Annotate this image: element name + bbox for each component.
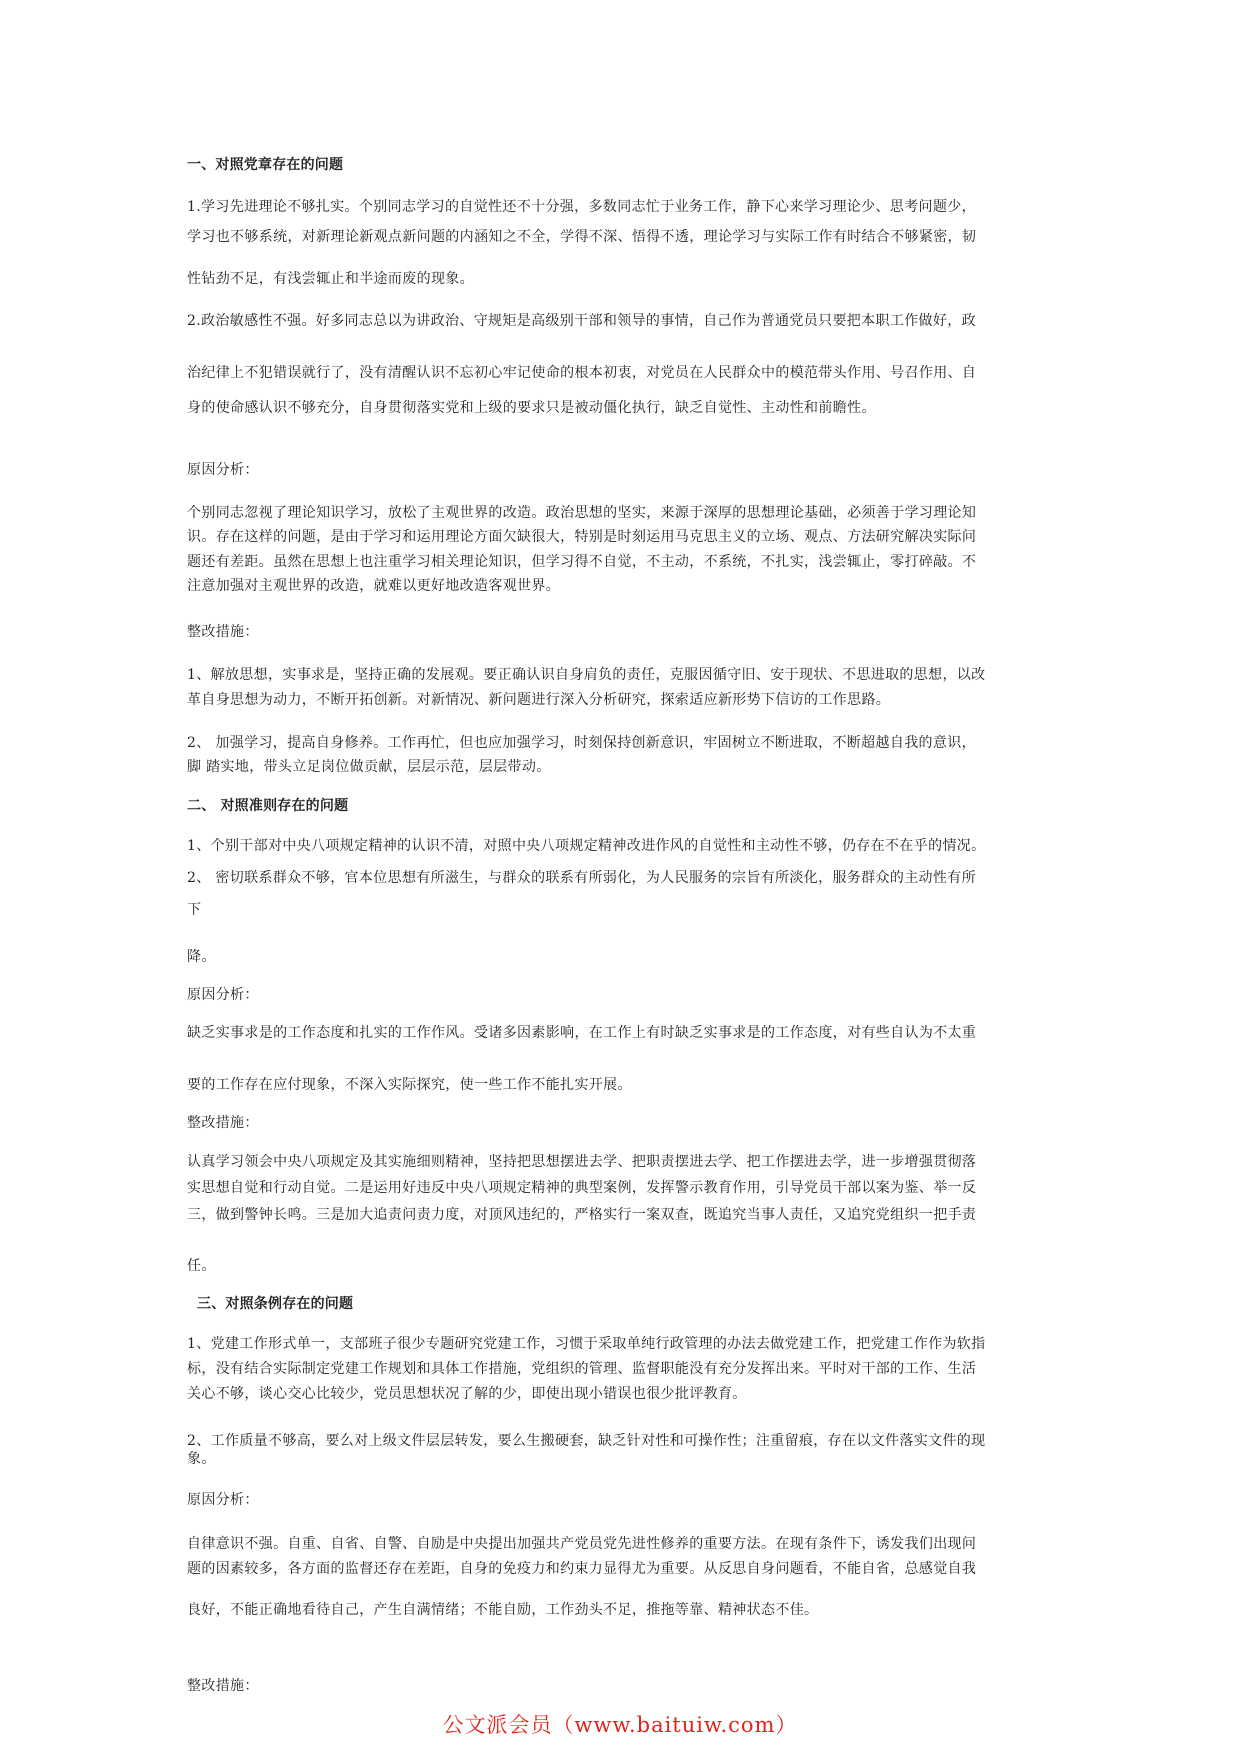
paragraph-line: 1、个别干部对中央八项规定精神的认识不清，对照中央八项规定精神改进作风的自觉性和主动性不够，仍存在不在乎的情况。	[187, 838, 986, 854]
paragraph-line: 治纪律上不犯错误就行了，没有清醒认识不忘初心牢记使命的根本初衷，对党员在人民群众中的模范带头作用、号召作用、自	[187, 365, 977, 381]
paragraph-line: 题的因素较多，各方面的监督还存在差距，自身的免疫力和约束力显得尤为重要。从反思自身问题看，不能自省，总感觉自我	[187, 1561, 977, 1577]
paragraph-line: 学习也不够系统，对新理论新观点新问题的内涵知之不全，学得不深、悟得不透，理论学习与实际工作有时结合不够紧密，韧	[187, 229, 977, 245]
paragraph-line: 身的使命感认识不够充分，自身贯彻落实党和上级的要求只是被动僵化执行，缺乏自觉性、主动性和前瞻性。	[187, 400, 876, 416]
paragraph-line: 1、解放思想，实事求是，坚持正确的发展观。要正确认识自身肩负的责任，克服因循守旧、安于现状、不思进取的思想，以改	[187, 667, 986, 683]
paragraph-line: 任。	[187, 1258, 216, 1274]
paragraph-line: 脚 踏实地，带头立足岗位做贡献，层层示范，层层带动。	[187, 759, 551, 775]
paragraph-line: 注意加强对主观世界的改造，就难以更好地改造客观世界。	[187, 578, 561, 594]
paragraph-line: 实思想自觉和行动自觉。二是运用好违反中央八项规定精神的典型案例，发挥警示教育作用，引导党员干部以案为鉴、举一反	[187, 1180, 977, 1196]
paragraph-line: 认真学习领会中央八项规定及其实施细则精神，坚持把思想摆进去学、把职责摆进去学、把工作摆进去学，进一步增强贯彻落	[187, 1154, 977, 1170]
paragraph-line: 1.学习先进理论不够扎实。个别同志学习的自觉性还不十分强，多数同志忙于业务工作，静下心来学习理论少、思考问题少，	[187, 199, 976, 215]
paragraph-line: 性钻劲不足，有浅尝辄止和半途而废的现象。	[187, 271, 474, 287]
rectification-label: 整改措施：	[187, 1115, 259, 1131]
paragraph-line: 要的工作存在应付现象，不深入实际探究，使一些工作不能扎实开展。	[187, 1077, 632, 1093]
paragraph-line: 自律意识不强。自重、自省、自警、自励是中央提出加强共产党员党先进性修养的重要方法。在现有条件下，诱发我们出现问	[187, 1536, 977, 1552]
paragraph-line: 缺乏实事求是的工作态度和扎实的工作作风。受诸多因素影响，在工作上有时缺乏实事求是的工作态度，对有些自认为不太重	[187, 1025, 977, 1041]
paragraph-line: 标，没有结合实际制定党建工作规划和具体工作措施，党组织的管理、监督职能没有充分发挥出来。平时对干部的工作、生活	[187, 1361, 977, 1377]
paragraph-line: 关心不够，谈心交心比较少，党员思想状况了解的少，即使出现小错误也很少批评教育。	[187, 1386, 747, 1402]
paragraph-line: 1、党建工作形式单一，支部班子很少专题研究党建工作，习惯于采取单纯行政管理的办法去做党建工作，把党建工作作为软指	[187, 1336, 986, 1352]
paragraph-line: 个别同志忽视了理论知识学习，放松了主观世界的改造。政治思想的坚实，来源于深厚的思想理论基础，必须善于学习理论知	[187, 505, 977, 521]
section-heading-2: 二、 对照准则存在的问题	[187, 798, 349, 814]
cause-analysis-label: 原因分析：	[187, 987, 259, 1003]
paragraph-line: 象。	[187, 1451, 216, 1467]
section-heading-3: 三、对照条例存在的问题	[197, 1296, 354, 1312]
paragraph-line: 2、 密切联系群众不够，官本位思想有所滋生，与群众的联系有所弱化，为人民服务的宗旨有所淡化，服务群众的主动性有所	[187, 870, 976, 886]
paragraph-line: 降。	[187, 949, 216, 965]
cause-analysis-label: 原因分析：	[187, 462, 259, 478]
rectification-label: 整改措施：	[187, 1678, 259, 1694]
paragraph-line: 下	[187, 902, 202, 918]
paragraph-line: 良好，不能正确地看待自己，产生自满情绪；不能自励，工作劲头不足，推拖等靠、精神状态不佳。	[187, 1602, 819, 1618]
section-heading-1: 一、对照党章存在的问题	[187, 157, 344, 173]
paragraph-line: 革自身思想为动力，不断开拓创新。对新情况、新问题进行深入分析研究，探索适应新形势下信访的工作思路。	[187, 692, 891, 708]
cause-analysis-label: 原因分析：	[187, 1492, 259, 1508]
paragraph-line: 题还有差距。虽然在思想上也注重学习相关理论知识，但学习得不自觉，不主动，不系统，不扎实，浅尝辄止，零打碎敲。不	[187, 554, 977, 570]
paragraph-line: 三，做到警钟长鸣。三是加大追责问责力度，对顶风违纪的，严格实行一案双查，既追究当事人责任，又追究党组织一把手责	[187, 1207, 977, 1223]
paragraph-line: 2、工作质量不够高，要么对上级文件层层转发，要么生搬硬套，缺乏针对性和可操作性；注重留痕，存在以文件落实文件的现	[187, 1433, 986, 1449]
paragraph-line: 2、 加强学习，提高自身修养。工作再忙，但也应加强学习，时刻保持创新意识，牢固树立不断进取，不断超越自我的意识，	[187, 735, 976, 751]
paragraph-line: 2.政治敏感性不强。好多同志总以为讲政治、守规矩是高级别干部和领导的事情，自己作为普通党员只要把本职工作做好，政	[187, 313, 976, 329]
footer-watermark: 公文派会员（www.baituiw.com）	[442, 1713, 798, 1737]
paragraph-line: 识。存在这样的问题，是由于学习和运用理论方面欠缺很大，特别是时刻运用马克思主义的立场、观点、方法研究解决实际问	[187, 529, 977, 545]
rectification-label: 整改措施：	[187, 624, 259, 640]
